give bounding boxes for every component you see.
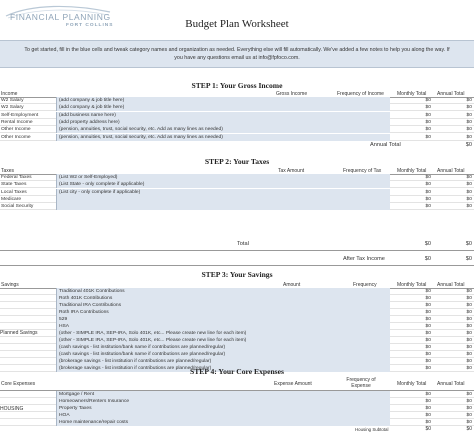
input-cell-note: Home maintenance/repair costs <box>59 420 129 425</box>
step2-col-frequency: Frequency of Tax <box>343 168 382 174</box>
monthly-total-cell: $0 <box>425 406 431 411</box>
annual-total-cell: $0 <box>466 366 472 371</box>
annual-total-cell: $0 <box>466 296 472 301</box>
step4-col-annual: Annual Total <box>437 381 465 387</box>
annual-total-cell: $0 <box>466 338 472 343</box>
step3-heading: STEP 3: Your Savings <box>201 270 273 279</box>
annual-total-cell: $0 <box>466 98 472 103</box>
input-cell[interactable] <box>56 97 390 104</box>
annual-total-cell: $0 <box>466 352 472 357</box>
monthly-total-cell: $0 <box>425 359 431 364</box>
step2-heading: STEP 2: Your Taxes <box>204 157 270 166</box>
table-row <box>0 174 474 181</box>
monthly-total-cell: $0 <box>425 134 431 140</box>
input-cell[interactable] <box>56 391 390 398</box>
input-cell-note: (add company & job title here) <box>59 105 125 111</box>
step1-col-annual: Annual Total <box>437 91 465 97</box>
monthly-total-cell: $0 <box>425 420 431 425</box>
input-cell-note: (other - SIMPLE IRA, SEP-IRA, Solo 401K, etc... Please create new line for each item) <box>59 338 247 343</box>
monthly-total-cell: $0 <box>425 296 431 301</box>
monthly-total-cell: $0 <box>425 338 431 343</box>
input-cell[interactable] <box>56 181 390 188</box>
housing-subtotal-annual: $0 <box>466 426 472 432</box>
step1-col-frequency: Frequency of Income <box>337 91 384 97</box>
annual-total-cell: $0 <box>466 127 472 133</box>
step2-total-annual: $0 <box>465 241 472 247</box>
step4-col-frequency: Frequency of Expense <box>346 377 376 389</box>
input-cell[interactable] <box>56 316 390 323</box>
step2-col-monthly: Monthly Total <box>397 168 427 174</box>
input-cell[interactable] <box>56 104 390 111</box>
table-row <box>0 126 474 133</box>
table-row <box>0 181 474 188</box>
input-cell[interactable] <box>56 288 390 295</box>
input-cell[interactable] <box>56 330 390 337</box>
monthly-total-cell: $0 <box>425 175 431 180</box>
annual-total-cell: $0 <box>466 359 472 364</box>
input-cell-note: (other - SIMPLE IRA, SEP-IRA, Solo 401K, etc... Please create new line for each item) <box>59 331 247 336</box>
input-cell-note: (add company & job title here) <box>59 98 125 103</box>
step3-col-label: Savings <box>1 282 19 288</box>
input-cell-note: (brokerage savings - list institution if contributions are planned/regular) <box>59 359 212 364</box>
intro-banner <box>0 40 474 68</box>
input-cell-note: Homeowners/Renters Insurance <box>59 399 130 404</box>
input-cell-note: 529 <box>59 317 68 322</box>
input-cell[interactable] <box>56 134 390 141</box>
page-title: Budget Plan Worksheet <box>185 18 289 30</box>
monthly-total-cell: $0 <box>425 413 431 418</box>
row-label: W2 Salary <box>1 105 24 111</box>
annual-total-cell: $0 <box>466 413 472 418</box>
row-label: Other Income <box>1 127 31 133</box>
monthly-total-cell: $0 <box>425 345 431 350</box>
monthly-total-cell: $0 <box>425 310 431 315</box>
housing-subtotal-monthly: $0 <box>425 426 431 432</box>
divider <box>0 265 474 266</box>
monthly-total-cell: $0 <box>425 127 431 133</box>
monthly-total-cell: $0 <box>425 366 431 371</box>
row-label: Rental Income <box>1 119 33 125</box>
annual-total-cell: $0 <box>466 310 472 315</box>
step2-total-label: Total <box>237 241 249 247</box>
annual-total-cell: $0 <box>466 399 472 404</box>
input-cell-note: (cash savings - list institution/bank name if contributions are planned/regular) <box>59 352 226 357</box>
input-cell-note: Traditional 401K Contributions <box>59 289 125 294</box>
input-cell-note: Property Taxes <box>59 406 92 411</box>
step4-col-amount: Expense Amount <box>274 381 312 387</box>
step1-total-value: $0 <box>465 142 472 148</box>
step3-col-amount: Amount <box>283 282 301 288</box>
input-cell-note: HOA <box>59 413 70 418</box>
row-label: State Taxes <box>1 182 27 188</box>
step4-header-row <box>0 376 474 391</box>
table-row <box>0 203 474 210</box>
table-row <box>0 104 474 111</box>
monthly-total-cell: $0 <box>425 352 431 357</box>
input-cell-note: (List State - only complete if applicable) <box>59 182 145 188</box>
input-cell[interactable] <box>56 126 390 133</box>
row-label: Self-Employment <box>1 112 39 118</box>
step3-col-frequency: Frequency <box>353 282 377 288</box>
input-cell[interactable] <box>56 358 390 365</box>
input-cell[interactable] <box>56 302 390 309</box>
input-cell-note: (List W2 or Self-Employed) <box>59 175 118 180</box>
input-cell[interactable] <box>56 196 390 203</box>
input-cell[interactable] <box>56 203 390 210</box>
annual-total-cell: $0 <box>466 331 472 336</box>
monthly-total-cell: $0 <box>425 119 431 125</box>
step3-col-monthly: Monthly Total <box>397 282 427 288</box>
annual-total-cell: $0 <box>466 175 472 180</box>
intro-text-line-2: you have any questions email us at info@fpfoco.com. <box>174 55 300 62</box>
annual-total-cell: $0 <box>466 112 472 118</box>
input-cell[interactable] <box>56 412 390 419</box>
after-tax-annual: $0 <box>465 256 472 262</box>
logo-text: FINANCIAL PLANNING <box>10 12 111 22</box>
input-cell-note: Mortgage / Rent <box>59 392 95 397</box>
monthly-total-cell: $0 <box>425 324 431 329</box>
step4-col-monthly: Monthly Total <box>397 381 427 387</box>
annual-total-cell: $0 <box>466 392 472 397</box>
step2-total-monthly: $0 <box>424 241 431 247</box>
input-cell-note: (pension, annuities, trust, social security, etc. Add as many lines as needed) <box>59 127 223 133</box>
input-cell-note: (cash savings - list institution/bank name if contributions are planned/regular) <box>59 345 226 350</box>
monthly-total-cell: $0 <box>425 392 431 397</box>
planned-savings-label: Planned Savings <box>0 330 38 336</box>
row-label: Medicare <box>1 196 22 202</box>
input-cell[interactable] <box>56 189 390 196</box>
monthly-total-cell: $0 <box>425 112 431 118</box>
step1-total-label: Annual Total <box>370 142 401 148</box>
annual-total-cell: $0 <box>466 204 472 210</box>
annual-total-cell: $0 <box>466 324 472 329</box>
monthly-total-cell: $0 <box>425 182 431 188</box>
table-row <box>0 196 474 203</box>
table-row <box>0 119 474 126</box>
table-row <box>0 134 474 141</box>
annual-total-cell: $0 <box>466 289 472 294</box>
input-cell-note: (add property address here) <box>59 119 120 125</box>
table-row <box>0 419 474 426</box>
annual-total-cell: $0 <box>466 119 472 125</box>
step4-heading: STEP 4: Your Core Expenses <box>190 367 284 376</box>
annual-total-cell: $0 <box>466 105 472 111</box>
annual-total-cell: $0 <box>466 303 472 308</box>
monthly-total-cell: $0 <box>425 317 431 322</box>
after-tax-monthly: $0 <box>424 256 431 262</box>
after-tax-label: After Tax Income <box>343 256 385 262</box>
input-cell-note: HSA <box>59 324 70 329</box>
table-row <box>0 112 474 119</box>
divider <box>0 250 474 251</box>
step4-col-label: Core Expenses <box>1 381 36 387</box>
table-row <box>0 189 474 196</box>
step3-col-annual: Annual Total <box>437 282 465 288</box>
input-cell[interactable] <box>56 344 390 351</box>
logo-subtext: FORT COLLINS <box>66 23 114 28</box>
monthly-total-cell: $0 <box>425 189 431 195</box>
input-cell-note: Roth 401K Contributions <box>59 296 113 301</box>
row-label: Social Security <box>1 204 34 210</box>
monthly-total-cell: $0 <box>425 399 431 404</box>
input-cell-note: (List city - only complete if applicable) <box>59 189 141 195</box>
annual-total-cell: $0 <box>466 182 472 188</box>
input-cell[interactable] <box>56 351 390 358</box>
monthly-total-cell: $0 <box>425 98 431 103</box>
input-cell-note: (brokerage savings - list institution if contributions are planned/regular) <box>59 366 212 371</box>
input-cell-note: Traditional IRA Contributions <box>59 303 122 308</box>
input-cell-note: (pension, annuities, trust, social security, etc. Add as many lines as needed) <box>59 134 223 140</box>
annual-total-cell: $0 <box>466 196 472 202</box>
monthly-total-cell: $0 <box>425 331 431 336</box>
step1-heading: STEP 1: Your Gross Income <box>191 81 283 90</box>
housing-subtotal-label: Housing Subtotal <box>355 427 389 432</box>
input-cell[interactable] <box>56 309 390 316</box>
row-label: Local Taxes <box>1 189 27 195</box>
step1-col-monthly: Monthly Total <box>397 91 427 97</box>
step2-col-annual: Annual Total <box>437 168 465 174</box>
monthly-total-cell: $0 <box>425 204 431 210</box>
input-cell[interactable] <box>56 112 390 119</box>
input-cell[interactable] <box>56 398 390 405</box>
input-cell[interactable] <box>56 323 390 330</box>
annual-total-cell: $0 <box>466 406 472 411</box>
annual-total-cell: $0 <box>466 189 472 195</box>
input-cell[interactable] <box>56 119 390 126</box>
annual-total-cell: $0 <box>466 345 472 350</box>
annual-total-cell: $0 <box>466 134 472 140</box>
row-label: Other Income <box>1 134 31 140</box>
input-cell[interactable] <box>56 174 390 181</box>
monthly-total-cell: $0 <box>425 105 431 111</box>
monthly-total-cell: $0 <box>425 196 431 202</box>
input-cell[interactable] <box>56 405 390 412</box>
monthly-total-cell: $0 <box>425 289 431 294</box>
input-cell[interactable] <box>56 337 390 344</box>
step2-col-amount: Tax Amount <box>278 168 305 174</box>
row-label: Federal Taxes <box>1 175 32 180</box>
intro-text-line-1: To get started, fill in the blue cells and tweak category names and organization as needed. Everything else will fill automatically. We've added a few notes to help you along the way. If <box>24 47 450 53</box>
step2-col-label: Taxes <box>1 168 15 174</box>
table-row <box>0 97 474 104</box>
input-cell-note: (add business name here) <box>59 112 116 118</box>
step1-col-gross: Gross Income <box>276 91 308 97</box>
housing-label: HOUSING <box>0 406 24 412</box>
monthly-total-cell: $0 <box>425 303 431 308</box>
annual-total-cell: $0 <box>466 420 472 425</box>
row-label: W2 Salary <box>1 98 24 103</box>
step1-col-label: Income <box>1 91 18 97</box>
input-cell-note: Roth IRA Contributions <box>59 310 109 315</box>
annual-total-cell: $0 <box>466 317 472 322</box>
input-cell[interactable] <box>56 295 390 302</box>
input-cell[interactable] <box>56 419 390 426</box>
